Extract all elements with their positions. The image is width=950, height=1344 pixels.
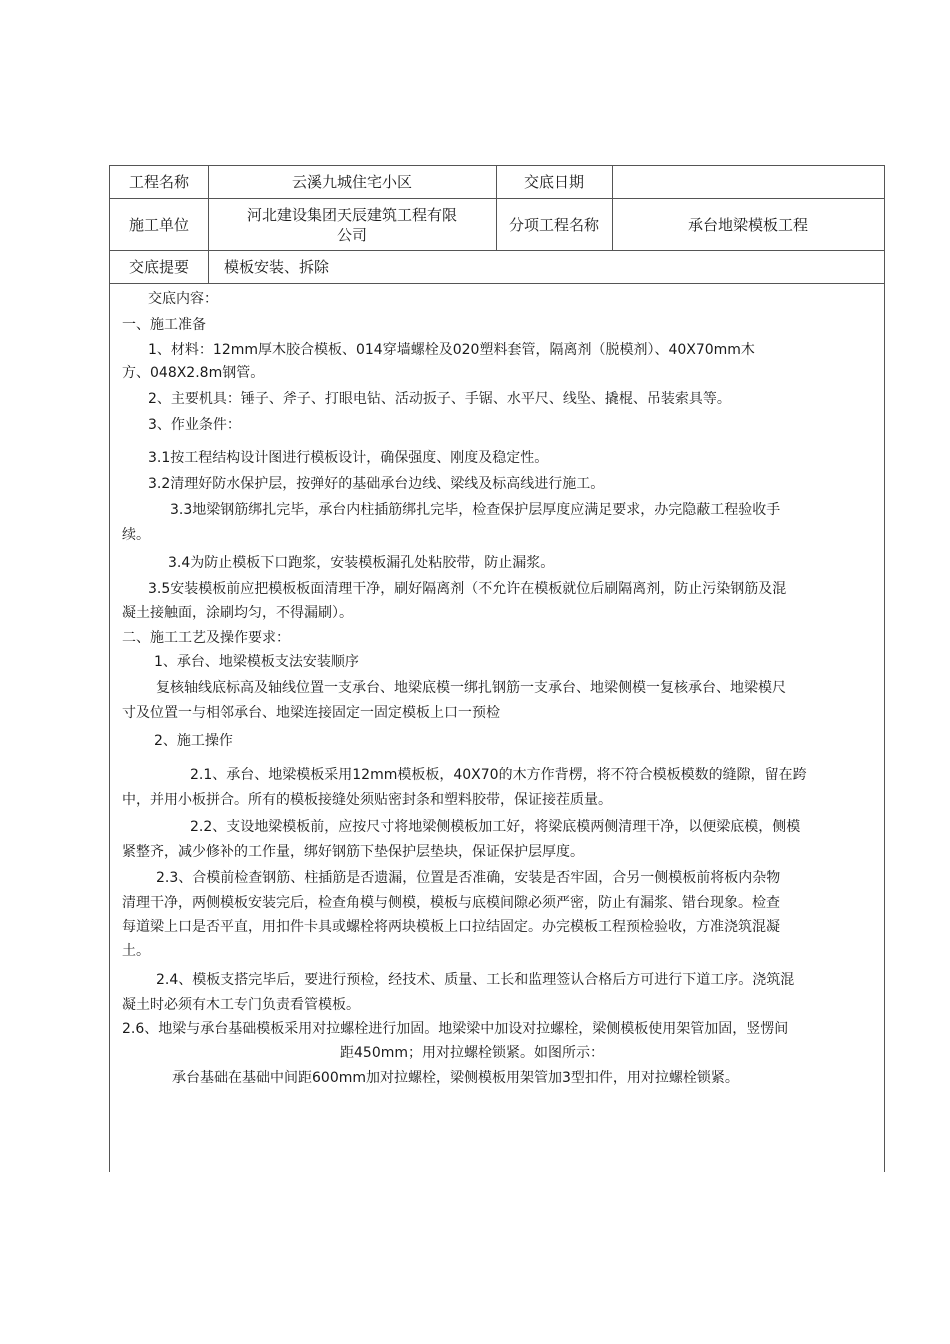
project-name-label: 工程名称 <box>128 173 189 191</box>
unit-value <box>208 199 496 250</box>
content-heading: 交底内容： <box>148 291 218 307</box>
content-line: 中，并用小板拼合。所有的模板接缝处须贴密封条和塑料胶带，保证接茬质量。 <box>122 792 612 808</box>
content-line: 3、作业条件： <box>148 417 241 433</box>
content-line: 凝土接触面，涂刷均匀，不得漏刷）。 <box>122 605 353 621</box>
content-line: 每道梁上口是否平直，用扣件卡具或螺栓将两块模板上口拉结固定。办完模板工程预检验收，方准浇筑混凝 <box>122 919 780 935</box>
summary-label: 交底提要 <box>128 258 189 276</box>
content-line: 2、施工操作 <box>154 733 233 749</box>
unit-label: 施工单位 <box>128 215 189 234</box>
unit-value-line2: 公司 <box>336 225 367 244</box>
disclosure-form <box>109 165 885 1172</box>
sub-project-label: 分项工程名称 <box>508 215 599 234</box>
content-line: 3.1按工程结构设计图进行模板设计，确保强度、刚度及稳定性。 <box>148 450 549 466</box>
project-name-value: 云溪九城住宅小区 <box>291 173 412 191</box>
content-line: 复核轴线底标高及轴线位置一支承台、地梁底模一绑扎钢筋一支承台、地梁侧模一复核承台、地梁模尺 <box>156 680 786 696</box>
row-summary <box>110 251 884 284</box>
content-line: 1、材料：12mm厚木胶合模板、014穿墙螺栓及020塑料套管，隔离剂（脱模剂）、40X70mm木 <box>148 342 755 358</box>
content-line: 2.3、合模前检查钢筋、柱插筋是否遗漏，位置是否准确，安装是否牢固，合另一侧模板前将板内杂物 <box>156 870 781 886</box>
content-line: 方、048X2.8m钢管。 <box>122 365 265 381</box>
content-line: 续。 <box>122 527 150 543</box>
row-unit <box>110 199 884 251</box>
content-line: 清理干净，两侧模板安装完后，检查角模与侧模，模板与底模间隙必须严密，防止有漏浆、错台现象。检查 <box>122 895 780 911</box>
content-line: 2.6、地梁与承台基础模板采用对拉螺栓进行加固。地梁梁中加设对拉螺栓，梁侧模板使用架管加固，竖愣间 <box>122 1021 789 1037</box>
row-project-name <box>110 166 884 199</box>
date-value <box>612 166 884 198</box>
content-line: 承台基础在基础中间距600mm加对拉螺栓，梁侧模板用架管加3型扣件，用对拉螺栓锁紧。 <box>172 1070 739 1086</box>
content-line: 3.4为防止模板下口跑浆，安装模板漏孔处粘胶带，防止漏浆。 <box>168 555 555 571</box>
content-line: 3.5安装模板前应把模板板面清理干净，刷好隔离剂（不允许在模板就位后刷隔离剂，防止污染钢筋及混 <box>148 581 787 597</box>
section-heading-process: 二、施工工艺及操作要求： <box>122 630 290 646</box>
content-line: 凝土时必须有木工专门负责看管模板。 <box>122 997 360 1013</box>
content-line: 1、承台、地梁模板支法安装顺序 <box>154 654 359 670</box>
content-line: 2、主要机具：锤子、斧子、打眼电钻、活动扳子、手锯、水平尺、线坠、撬棍、吊装索具等。 <box>148 391 731 407</box>
content-line: 距450mm；用对拉螺栓锁紧。如图所示： <box>340 1045 604 1061</box>
unit-value-line1: 河北建设集团天辰建筑工程有限 <box>246 205 457 224</box>
content-line: 寸及位置一与相邻承台、地梁连接固定一固定模板上口一预检 <box>122 705 500 721</box>
content-line: 2.1、承台、地梁模板采用12mm模板板，40X70的木方作背楞，将不符合模板模数的缝隙，留在跨 <box>190 767 807 783</box>
section-heading-preparation: 一、施工准备 <box>122 317 206 333</box>
content-line: 2.2、支设地梁模板前，应按尺寸将地梁侧模板加工好，将梁底模两侧清理干净，以便梁底模，侧模 <box>190 819 801 835</box>
content-line: 土。 <box>122 943 150 959</box>
content-line: 3.3地梁钢筋绑扎完毕，承台内柱插筋绑扎完毕，检查保护层厚度应满足要求，办完隐蔽工程验收手 <box>170 502 781 518</box>
sub-project-value: 承台地梁模板工程 <box>687 215 808 234</box>
content-line: 2.4、模板支搭完毕后，要进行预检，经技术、质量、工长和监理签认合格后方可进行下道工序。浇筑混 <box>156 972 795 988</box>
content-line: 紧整齐，减少修补的工作量，绑好钢筋下垫保护层垫块，保证保护层厚度。 <box>122 844 584 860</box>
date-label: 交底日期 <box>523 173 584 191</box>
summary-value: 模板安装、拆除 <box>224 258 330 276</box>
content-line: 3.2清理好防水保护层，按弹好的基础承台边线、梁线及标高线进行施工。 <box>148 476 605 492</box>
